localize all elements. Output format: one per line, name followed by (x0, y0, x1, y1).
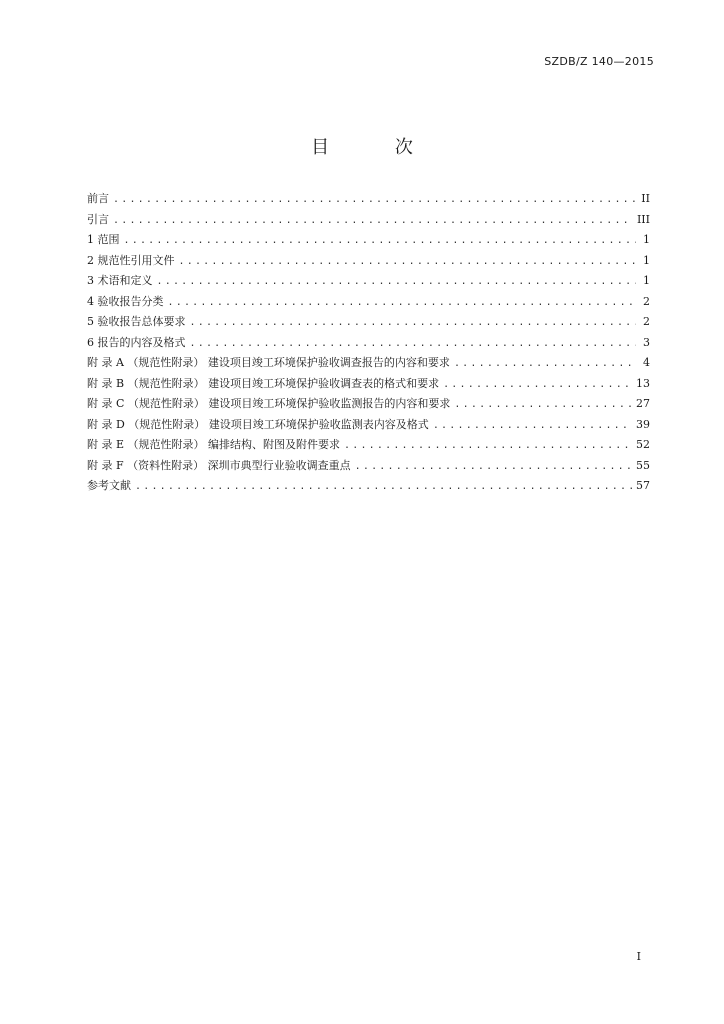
toc-entry-foreword[interactable] (87, 189, 650, 210)
table-of-contents (87, 189, 650, 497)
toc-entry-page: III (636, 212, 650, 226)
toc-entry-content-format[interactable] (87, 333, 650, 354)
toc-entry-appendix-e[interactable] (87, 435, 650, 456)
toc-entry-page: 3 (643, 335, 650, 349)
toc-entry-label: 6 报告的内容及格式 (87, 335, 186, 349)
toc-entry-page: 2 (643, 315, 650, 328)
toc-entry-appendix-a[interactable] (87, 353, 650, 374)
toc-leader-dots (135, 477, 632, 498)
toc-entry-page: 52 (636, 438, 650, 451)
toc-entry-introduction[interactable] (87, 210, 650, 231)
toc-entry-label: 附 录 D （规范性附录） 建设项目竣工环境保护验收监测表内容及格式 (87, 417, 429, 431)
toc-entry-label: 2 规范性引用文件 (87, 253, 175, 267)
toc-entry-label: 附 录 B （规范性附录） 建设项目竣工环境保护验收调查表的格式和要求 (87, 376, 440, 390)
toc-entry-page: 4 (643, 356, 650, 369)
toc-entry-page: II (641, 192, 650, 205)
toc-leader-dots (454, 354, 636, 375)
toc-entry-page: 1 (643, 274, 650, 287)
page-number: I (636, 950, 641, 963)
toc-entry-label: 3 术语和定义 (87, 274, 153, 287)
toc-leader-dots (443, 375, 632, 396)
toc-entry-label: 附 录 E （规范性附录） 编排结构、附图及附件要求 (87, 438, 341, 451)
toc-leader-dots (355, 457, 632, 478)
toc-entry-label: 1 范围 (87, 233, 120, 246)
toc-entry-general-requirements[interactable] (87, 312, 650, 333)
toc-entry-label: 附 录 A （规范性附录） 建设项目竣工环境保护验收调查报告的内容和要求 (87, 356, 450, 369)
toc-title: 目 次 (311, 137, 443, 158)
toc-entry-appendix-f[interactable] (87, 456, 650, 477)
toc-leader-dots (124, 231, 637, 252)
toc-leader-dots (454, 395, 632, 416)
toc-entry-appendix-d[interactable] (87, 415, 650, 436)
toc-entry-terms-definitions[interactable] (87, 271, 650, 292)
toc-entry-report-classification[interactable] (87, 292, 650, 313)
toc-entry-page: 1 (643, 233, 650, 246)
toc-entry-appendix-b[interactable] (87, 374, 650, 395)
toc-leader-dots (179, 252, 637, 273)
toc-entry-appendix-c[interactable] (87, 394, 650, 415)
toc-entry-page: 2 (643, 294, 650, 308)
toc-leader-dots (344, 436, 632, 457)
toc-entry-label: 附 录 C （规范性附录） 建设项目竣工环境保护验收监测报告的内容和要求 (87, 397, 451, 410)
toc-entry-page: 39 (636, 417, 650, 431)
toc-entry-label: 引言 (87, 212, 109, 226)
toc-entry-label: 前言 (87, 192, 109, 205)
toc-leader-dots (157, 272, 637, 293)
toc-entry-label: 附 录 F （资料性附录） 深圳市典型行业验收调查重点 (87, 458, 351, 472)
toc-entry-page: 27 (636, 397, 650, 410)
toc-entry-page: 55 (636, 458, 650, 472)
toc-leader-dots (433, 416, 632, 437)
toc-leader-dots (190, 313, 637, 334)
toc-leader-dots (113, 211, 633, 232)
toc-entry-scope[interactable] (87, 230, 650, 251)
document-code: SZDB/Z 140—2015 (544, 55, 654, 68)
toc-entry-label: 4 验收报告分类 (87, 294, 164, 308)
toc-leader-dots (113, 190, 636, 211)
toc-entry-bibliography[interactable] (87, 476, 650, 497)
toc-entry-label: 参考文献 (87, 479, 131, 492)
toc-entry-page: 57 (636, 479, 650, 492)
toc-entry-page: 13 (636, 376, 650, 390)
toc-entry-normative-references[interactable] (87, 251, 650, 272)
toc-leader-dots (190, 334, 637, 355)
toc-entry-page: 1 (643, 253, 650, 267)
toc-entry-label: 5 验收报告总体要求 (87, 315, 186, 328)
toc-leader-dots (168, 293, 637, 314)
